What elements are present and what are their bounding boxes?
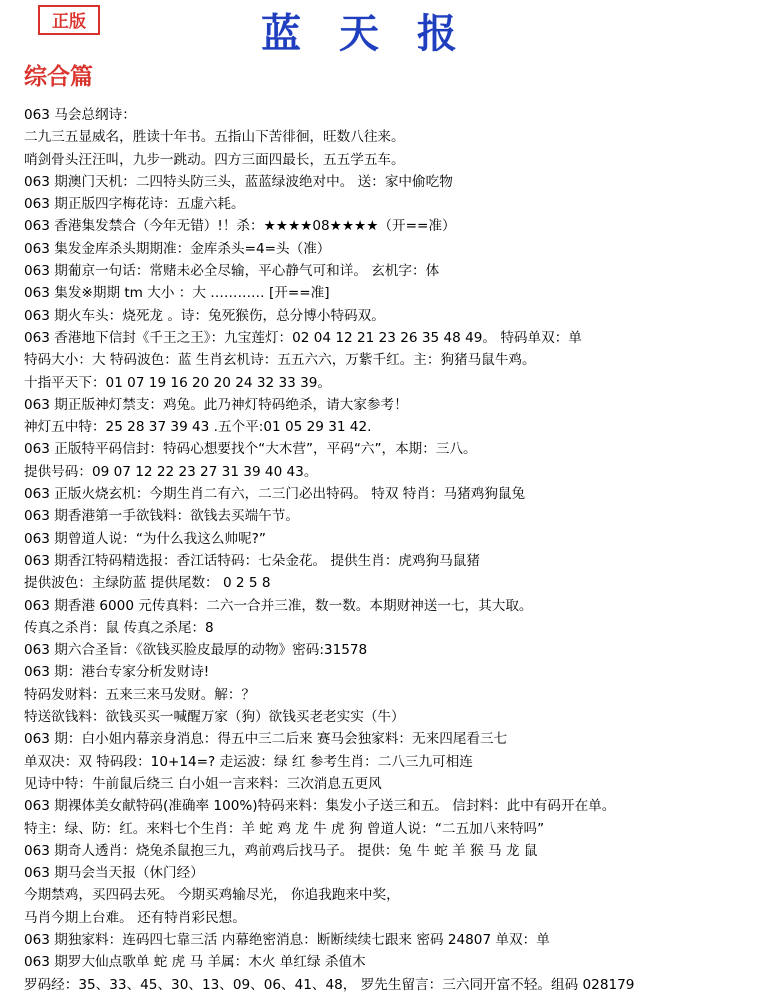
text-line: 神灯五中特：25 28 37 39 43 .五个平:01 05 29 31 42. (24, 419, 372, 436)
text-line: 罗码经：35、33、45、30、13、09、06、41、48， 罗先生留言：三六同开富不轻。组码 028179 (24, 976, 635, 993)
text-line: 二九三五显威名，胜读十年书。五指山下苦徘徊，旺数八往来。 (24, 129, 405, 146)
text-line: 马肖今期上台难。 还有特肖彩民想。 (24, 909, 246, 926)
text-line: 特码发财料：五来三来马发财。解：？ (24, 686, 256, 703)
text-line: 提供波色：主绿防蓝 提供尾数： 0 2 5 8 (24, 575, 271, 592)
text-line: 063 期罗大仙点歌单 蛇 虎 马 羊属：木火 单红绿 杀值木 (24, 954, 366, 971)
text-line: 063 期曾道人说：“为什么我这么帅呢?” (24, 530, 266, 547)
text-line: 063 香港集发禁合（今年无错）!！杀：★★★★08★★★★（开==准） (24, 218, 456, 235)
text-line: 传真之杀肖：鼠 传真之杀尾：8 (24, 619, 214, 636)
text-line: 今期禁鸡，买四码去死。 今期买鸡输尽光， 你追我跑来中奖， (24, 887, 400, 904)
text-line: 063 期马会当天报（休门经） (24, 865, 204, 882)
text-line: 063 期奇人透肖：烧兔杀鼠抱三九，鸡前鸡后找马子。 提供：兔 牛 蛇 羊 猴 马 龙 鼠 (24, 842, 538, 859)
text-line: 063 期独家料：连码四七靠三活 内幕绝密消息：断断续续七跟来 密码 24807 单双：单 (24, 931, 550, 948)
text-line: 特主：绿、防：红。来料七个生肖：羊 蛇 鸡 龙 牛 虎 狗 曾道人说：“二五加八来特吗” (24, 820, 545, 837)
text-line: 特码大小：大 特码波色：蓝 生肖玄机诗：五五六六，万紫千红。主：狗猪马鼠牛鸡。 (24, 352, 536, 369)
text-line: 十指平天下：01 07 19 16 20 20 24 32 33 39。 (24, 374, 332, 391)
text-line: 063 期六合圣旨：《欲钱买脸皮最厚的动物》密码:31578 (24, 642, 368, 659)
text-line: 063 集发※期期 tm 大小 ：大 ………… [开==准] (24, 285, 330, 302)
text-line: 063 期葡京一句话：常赌未必全尽输，平心静气可和详。 玄机字：体 (24, 263, 440, 280)
text-body (24, 104, 774, 996)
section-heading: 综合篇 (24, 64, 93, 90)
text-line: 063 集发金库杀头期期准：金库杀头=4=头（准） (24, 240, 331, 257)
text-line: 063 期正版神灯禁支：鸡兔。此乃神灯特码绝杀，请大家参考！ (24, 396, 408, 413)
text-line: 063 正版特平码信封：特码心想要找个“大木营”，平码“六”，本期：三八。 (24, 441, 477, 458)
text-line: 063 正版火烧玄机：今期生肖二有六，二三门必出特码。 特双 特肖：马猪鸡狗鼠兔 (24, 486, 526, 503)
text-line: 063 香港地下信封《千王之王》：九宝莲灯：02 04 12 21 23 26 35 48 49。 特码单双：单 (24, 329, 582, 346)
text-line: 063 期香港 6000 元传真料：二六一合并三准，数一数。本期财神送一七，其大取。 (24, 597, 533, 614)
text-line: 063 期正版四字梅花诗：五虚六耗。 (24, 196, 245, 213)
text-line: 单双决：双 特码段：10+14=? 走运波：绿 红 参考生肖：二八三九可相连 (24, 753, 473, 770)
text-line: 063 期澳门天机：二四特头防三头，蓝蓝绿波绝对中。 送：家中偷吃物 (24, 173, 453, 190)
text-line: 见诗中特：牛前鼠后绕三 白小姐一言来料：三次消息五更风 (24, 775, 382, 792)
text-line: 哨剑骨头汪汪叫，九步一跳动。四方三面四最长，五五学五车。 (24, 151, 405, 168)
text-line: 063 马会总纲诗： (24, 107, 136, 123)
text-line: 063 期火车头：烧死龙 。诗：兔死猴伤，总分博小特码双。 (24, 307, 385, 324)
text-line: 063 期：港台专家分析发财诗! (24, 664, 210, 681)
text-line: 特送欲钱料：欲钱买买一喊醒万家（狗）欲钱买老老实实（牛） (24, 709, 405, 726)
page-title: 蓝 天 报 (261, 10, 469, 57)
text-line: 063 期：白小姐内幕亲身消息：得五中三二后来 赛马会独家料：无来四尾看三七 (24, 731, 508, 748)
text-line: 063 期香江特码精选报：香江话特码：七朵金花。 提供生肖：虎鸡狗马鼠猪 (24, 552, 480, 569)
text-line: 063 期裸体美女献特码(准确率 100%)特码来料：集发小子送三和五。 信封料：此中有码开在单。 (24, 798, 616, 815)
text-line: 提供号码：09 07 12 22 23 27 31 39 40 43。 (24, 463, 318, 480)
genuine-badge: 正版 (38, 5, 100, 35)
text-line: 063 期香港第一手欲钱料：欲钱去买端午节。 (24, 508, 299, 525)
